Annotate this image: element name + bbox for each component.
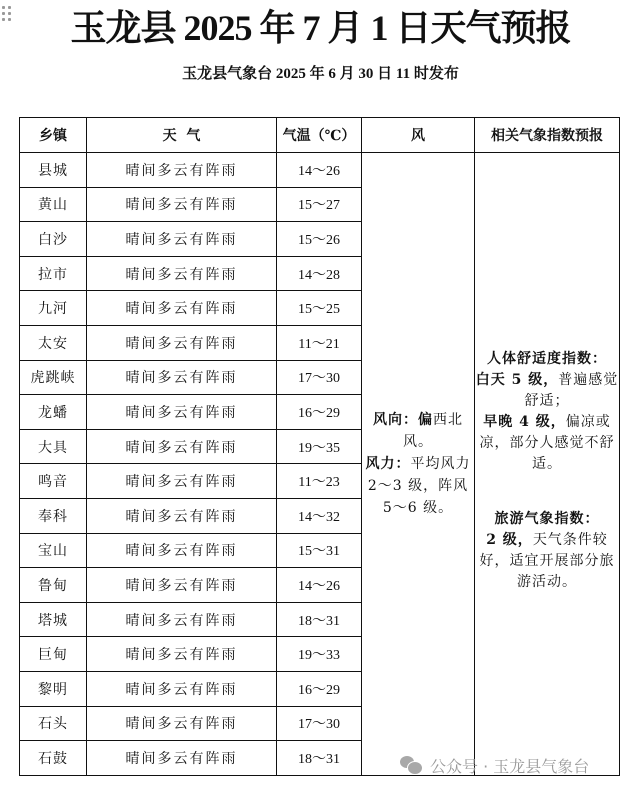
- temperature-cell: 15～27: [277, 187, 362, 222]
- town-cell: 太安: [20, 325, 87, 360]
- town-cell: 石头: [20, 706, 87, 741]
- comfort-night-text: 偏凉或凉，部分人感觉不舒适。: [479, 413, 615, 472]
- weather-cell: 晴间多云有阵雨: [87, 153, 277, 188]
- temperature-cell: 14～32: [277, 498, 362, 533]
- weather-cell: 晴间多云有阵雨: [87, 325, 277, 360]
- temperature-cell: 14～26: [277, 153, 362, 188]
- column-header-wind: 风: [362, 118, 475, 153]
- comfort-day-level: 白天 5 级，: [475, 371, 559, 388]
- wind-direction-value: 西北风。: [403, 411, 463, 450]
- town-cell: 黄山: [20, 187, 87, 222]
- temperature-cell: 18～31: [277, 602, 362, 637]
- town-cell: 县城: [20, 153, 87, 188]
- issue-info: 玉龙县气象台 2025 年 6 月 30 日 11 时发布: [182, 66, 459, 82]
- weather-cell: 晴间多云有阵雨: [87, 429, 277, 464]
- weather-cell: 晴间多云有阵雨: [87, 602, 277, 637]
- town-cell: 鸣音: [20, 464, 87, 499]
- weather-cell: 晴间多云有阵雨: [87, 256, 277, 291]
- forecast-table: [19, 117, 620, 776]
- temperature-cell: 15～25: [277, 291, 362, 326]
- table-header-row: [20, 118, 620, 153]
- weather-cell: 晴间多云有阵雨: [87, 533, 277, 568]
- temperature-cell: 16～29: [277, 671, 362, 706]
- town-cell: 九河: [20, 291, 87, 326]
- temperature-cell: 14～26: [277, 568, 362, 603]
- temperature-cell: 14～28: [277, 256, 362, 291]
- comfort-index-title: 人体舒适度指数：: [487, 350, 607, 367]
- wind-force-value: 平均风力 2～3 级，阵风 5～6 级。: [367, 455, 471, 516]
- weather-cell: 晴间多云有阵雨: [87, 360, 277, 395]
- column-header-temperature: 气温（℃）: [277, 118, 362, 153]
- travel-index-title: 旅游气象指数：: [494, 510, 600, 527]
- indices-cell: [475, 153, 620, 776]
- comfort-night-level: 早晚 4 级，: [483, 413, 566, 430]
- town-cell: 白沙: [20, 222, 87, 257]
- wind-cell: [362, 153, 475, 776]
- temperature-cell: 18～31: [277, 741, 362, 776]
- town-cell: 龙蟠: [20, 395, 87, 430]
- town-cell: 虎跳峡: [20, 360, 87, 395]
- town-cell: 塔城: [20, 602, 87, 637]
- weather-cell: 晴间多云有阵雨: [87, 187, 277, 222]
- town-cell: 石鼓: [20, 741, 87, 776]
- temperature-cell: 11～21: [277, 325, 362, 360]
- column-header-weather: 天 气: [87, 118, 277, 153]
- town-cell: 黎明: [20, 671, 87, 706]
- weather-cell: 晴间多云有阵雨: [87, 568, 277, 603]
- temperature-cell: 17～30: [277, 360, 362, 395]
- page-title: 玉龙县 2025 年 7 月 1 日天气预报: [70, 8, 571, 48]
- weather-cell: 晴间多云有阵雨: [87, 706, 277, 741]
- column-header-indices: 相关气象指数预报: [475, 118, 620, 153]
- wind-direction-label: 风向：: [373, 411, 418, 428]
- town-cell: 奉科: [20, 498, 87, 533]
- watermark: [400, 754, 589, 776]
- wechat-icon: [400, 756, 422, 774]
- weather-cell: 晴间多云有阵雨: [87, 741, 277, 776]
- temperature-cell: 15～31: [277, 533, 362, 568]
- weather-cell: 晴间多云有阵雨: [87, 671, 277, 706]
- weather-cell: 晴间多云有阵雨: [87, 222, 277, 257]
- travel-text: 天气条件较好，适宜开展部分旅游活动。: [479, 531, 615, 590]
- temperature-cell: 19～33: [277, 637, 362, 672]
- temperature-cell: 11～23: [277, 464, 362, 499]
- temperature-cell: 15～26: [277, 222, 362, 257]
- weather-cell: 晴间多云有阵雨: [87, 464, 277, 499]
- temperature-cell: 16～29: [277, 395, 362, 430]
- table-row: [20, 153, 620, 188]
- travel-level: 2 级，: [486, 531, 533, 548]
- town-cell: 巨甸: [20, 637, 87, 672]
- town-cell: 大具: [20, 429, 87, 464]
- column-header-town: 乡镇: [20, 118, 87, 153]
- town-cell: 宝山: [20, 533, 87, 568]
- temperature-cell: 17～30: [277, 706, 362, 741]
- weather-cell: 晴间多云有阵雨: [87, 291, 277, 326]
- wind-direction-bold: 偏: [418, 411, 433, 428]
- wind-force-label: 风力：: [365, 455, 411, 472]
- weather-cell: 晴间多云有阵雨: [87, 637, 277, 672]
- watermark-text: 公众号 · 玉龙县气象台: [430, 756, 590, 776]
- temperature-cell: 19～35: [277, 429, 362, 464]
- town-cell: 鲁甸: [20, 568, 87, 603]
- weather-cell: 晴间多云有阵雨: [87, 498, 277, 533]
- comfort-day-text: 普遍感觉舒适；: [524, 371, 619, 409]
- weather-cell: 晴间多云有阵雨: [87, 395, 277, 430]
- town-cell: 拉市: [20, 256, 87, 291]
